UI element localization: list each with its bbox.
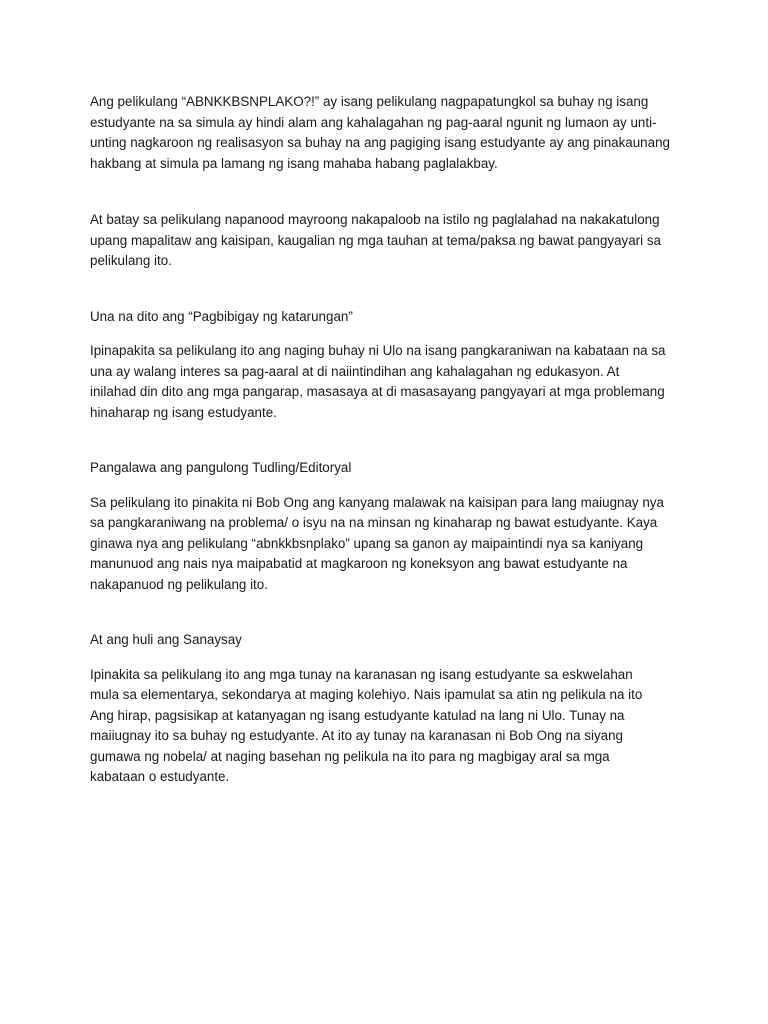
section-heading-last: At ang huli ang Sanaysay [90, 632, 242, 647]
second-section-paragraph: Sa pelikulang ito pinakita ni Bob Ong ang kanyang malawak na kaisipan para lang maiugnay nya sa pangkaraniwang na problema/ o isyu na na minsan ng kinaharap ng bawat estudyante. Kaya ginawa nya ang pelikulang “abnkkbsnplako” upang sa ganon ay maipaintindi nya sa kaniyang manunuod ang nais nya maipabatid at magkaroon ng koneksyon ang bawat estudyante na nakapanuod ng pelikulang ito. [90, 494, 664, 592]
intro-paragraph: Ang pelikulang “ABNKKBSNPLAKO?!” ay isang pelikulang nagpapatungkol sa buhay ng isang estudyante na sa simula ay hindi alam ang kahalagahan ng pag-aaral ngunit ng lumaon ay unti- unting nagkaroon ng realisasyon sa buhay na ang pagiging isang estudyante ay ang pinakaunang hakbang at simula pa lamang ng isang mahaba habang paglalakbay. [90, 94, 670, 171]
section-heading-first: Una na dito ang “Pagbibigay ng katarungan” [90, 308, 353, 324]
last-section-paragraph: Ipinakita sa pelikulang ito ang mga tunay na karanasan ng isang estudyante sa eskwelahan mula sa elementarya, sekondarya at maging kolehiyo. Nais ipamulat sa atin ng pelikula na ito Ang hirap, pagsisikap at katanyagan ng isang estudyante katulad na lang ni Ulo. Tunay na maiiugnay ito sa buhay ng estudyante. At ito ay tunay na karanasan ni Bob Ong na siyang gumawa ng nobela/ at naging basehan ng pelikula na ito para ng magbigay aral sa mga kabataan o estudyante. [90, 666, 643, 784]
section-heading-second: Pangalawa ang pangulong Tudling/Editoryal [90, 460, 352, 475]
document-page [90, 92, 690, 788]
context-paragraph: At batay sa pelikulang napanood mayroong nakapaloob na istilo ng paglalahad na nakakatulong upang mapalitaw ang kaisipan, kaugalian ng mga tauhan at tema/paksa ng bawat pangyayari sa pelikulang ito. [90, 212, 661, 268]
first-section-paragraph: Ipinapakita sa pelikulang ito ang naging buhay ni Ulo na isang pangkaraniwan na kabataan na sa una ay walang interes sa pag-aaral at di naiintindihan ang kahalagahan ng edukasyon. At inilahad din dito ang mga pangarap, masasaya at di masasayang pangyayari at mga problemang hinaharap ng isang estudyante. [90, 343, 666, 420]
